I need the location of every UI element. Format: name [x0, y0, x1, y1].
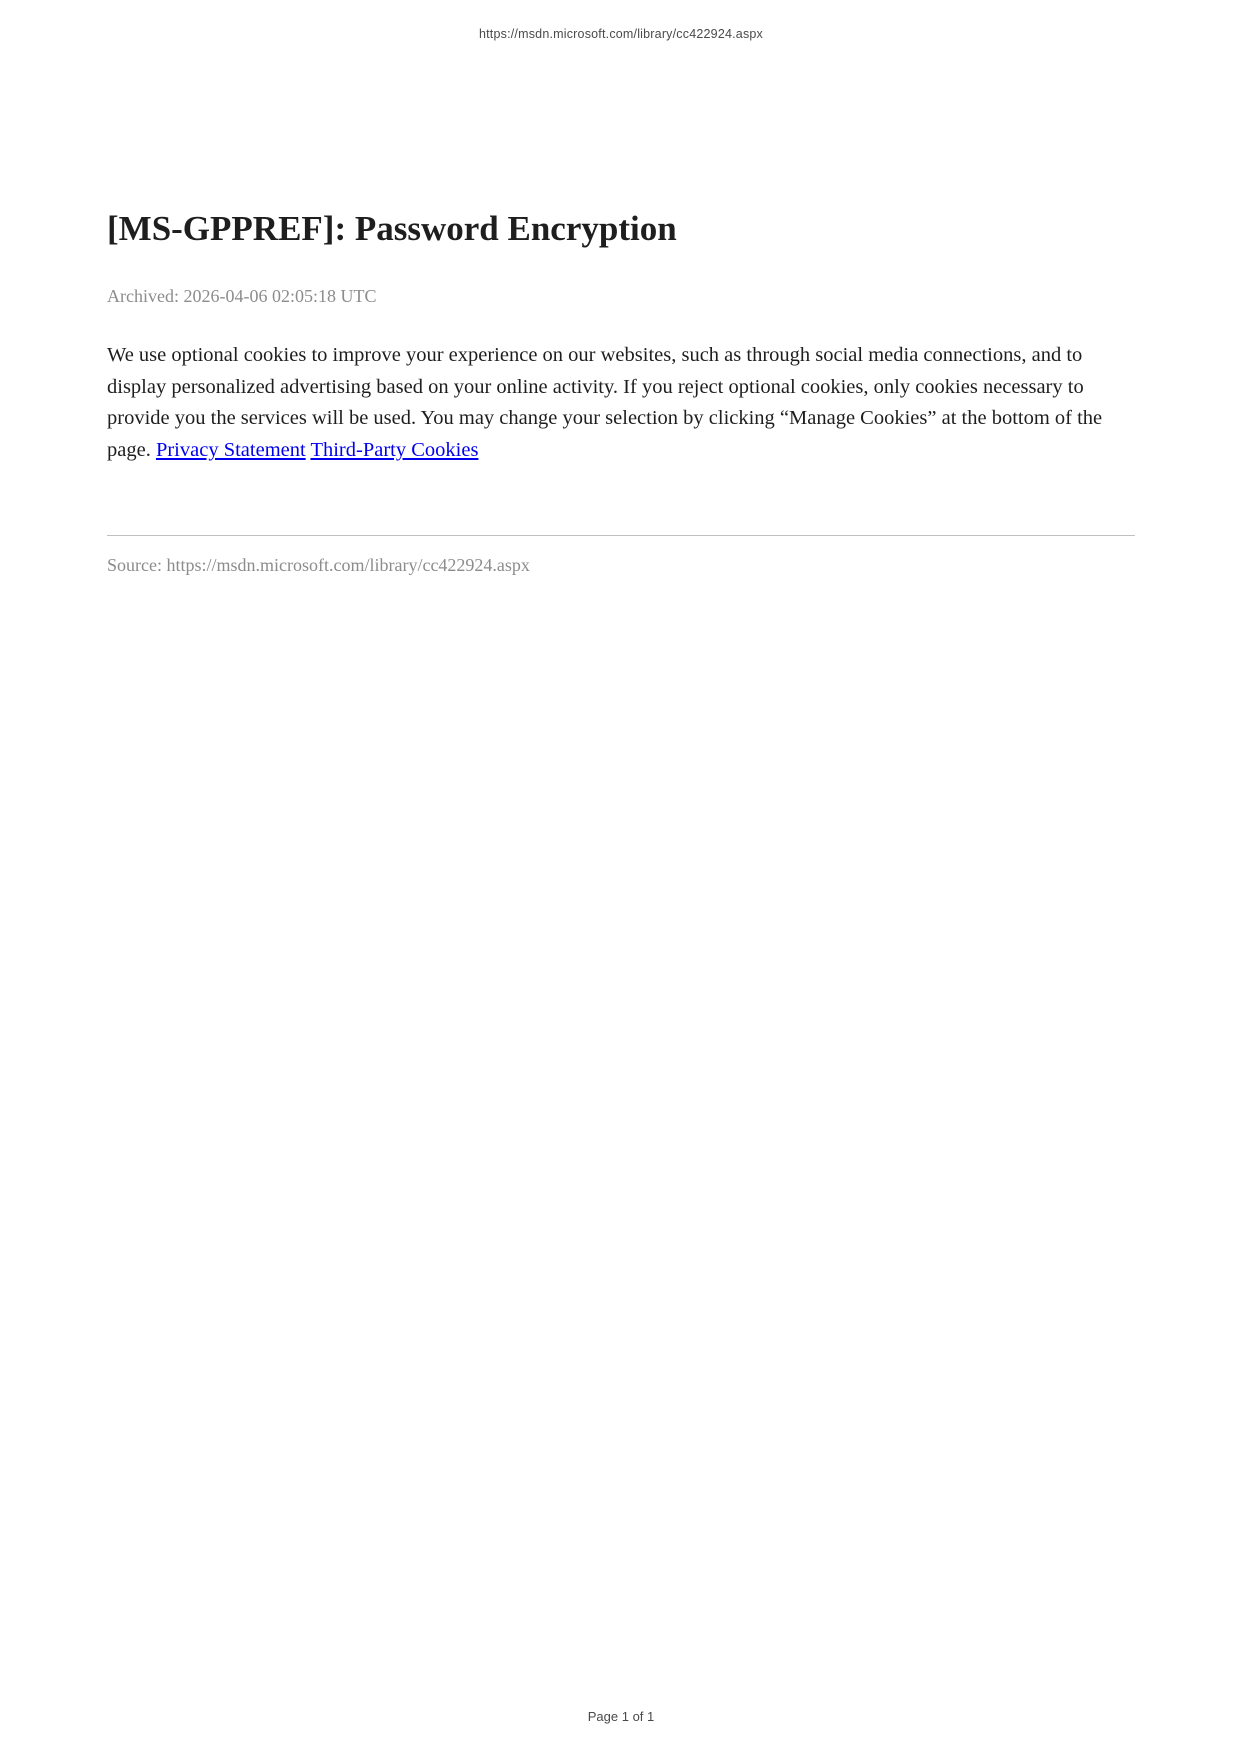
privacy-statement-link[interactable]: Privacy Statement [155, 438, 306, 461]
divider [107, 535, 1135, 536]
archived-timestamp: Archived: 2026-04-06 02:05:18 UTC [107, 286, 377, 306]
source-line: Source: https://msdn.microsoft.com/library/cc422924.aspx [107, 555, 530, 575]
page-title: [MS-GPPREF]: Password Encryption [107, 209, 677, 248]
cookie-notice [107, 340, 1135, 466]
cookie-notice-text: We use optional cookies to improve your experience on our websites, such as through social media connections, and to display personalized advertising based on your online activity. If you reject optional cookies, only cookies necessary to provide you the services will be used. You may change your selection by clicking “Manage Cookies” at the bottom of the page. [107, 344, 1103, 461]
third-party-cookies-link[interactable]: Third-Party Cookies [310, 438, 479, 461]
page-indicator: Page 1 of 1 [587, 1709, 655, 1724]
header-url: https://msdn.microsoft.com/library/cc422924.aspx [478, 27, 763, 41]
